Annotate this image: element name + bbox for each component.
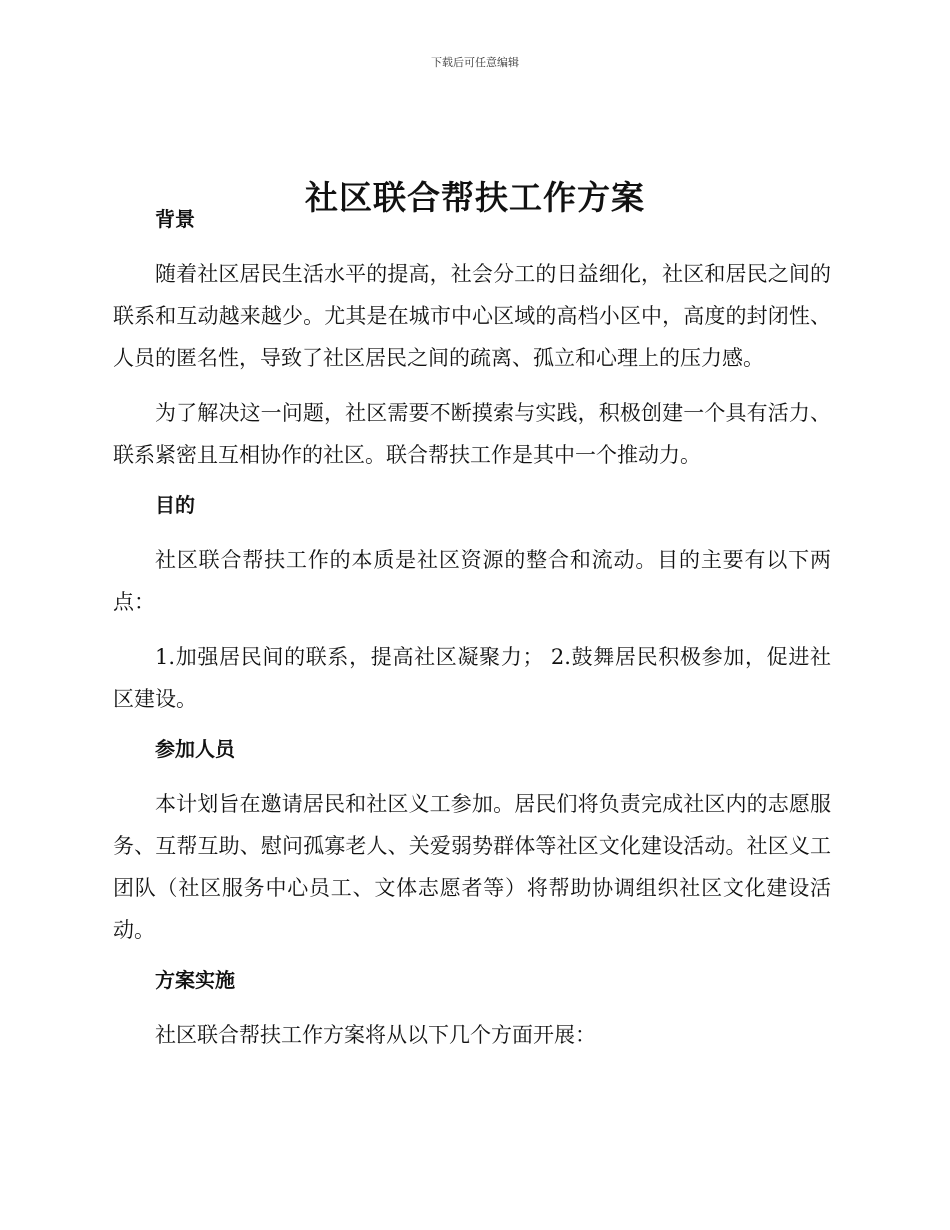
header-note: 下载后可任意编辑 xyxy=(431,56,519,69)
paragraph: 本计划旨在邀请居民和社区义工参加。居民们将负责完成社区内的志愿服务、互帮互助、慰问孤寡老人、关爱弱势群体等社区文化建设活动。社区义工团队（社区服务中心员工、文体志愿者等）将帮助协调组织社区文化建设活动。 xyxy=(113,792,831,942)
section-heading-participants: 参加人员 xyxy=(155,737,235,761)
paragraph: 1.加强居民间的联系，提高社区凝聚力； 2.鼓舞居民积极参加，促进社区建设。 xyxy=(113,645,831,711)
document-title: 社区联合帮扶工作方案 xyxy=(305,178,645,218)
paragraph: 社区联合帮扶工作方案将从以下几个方面开展： xyxy=(155,1023,596,1047)
paragraph: 随着社区居民生活水平的提高，社会分工的日益细化，社区和居民之间的联系和互动越来越少。尤其是在城市中心区域的高档小区中，高度的封闭性、人员的匿名性，导致了社区居民之间的疏离、孤立和心理上的压力感。 xyxy=(113,262,831,370)
section-heading-implementation: 方案实施 xyxy=(155,968,235,992)
paragraph: 为了解决这一问题，社区需要不断摸索与实践，积极创建一个具有活力、联系紧密且互相协作的社区。联合帮扶工作是其中一个推动力。 xyxy=(113,401,831,467)
section-heading-background: 背景 xyxy=(155,207,195,231)
document-body xyxy=(113,204,831,1056)
paragraph: 社区联合帮扶工作的本质是社区资源的整合和流动。目的主要有以下两点： xyxy=(113,548,831,614)
section-heading-purpose: 目的 xyxy=(155,493,195,517)
